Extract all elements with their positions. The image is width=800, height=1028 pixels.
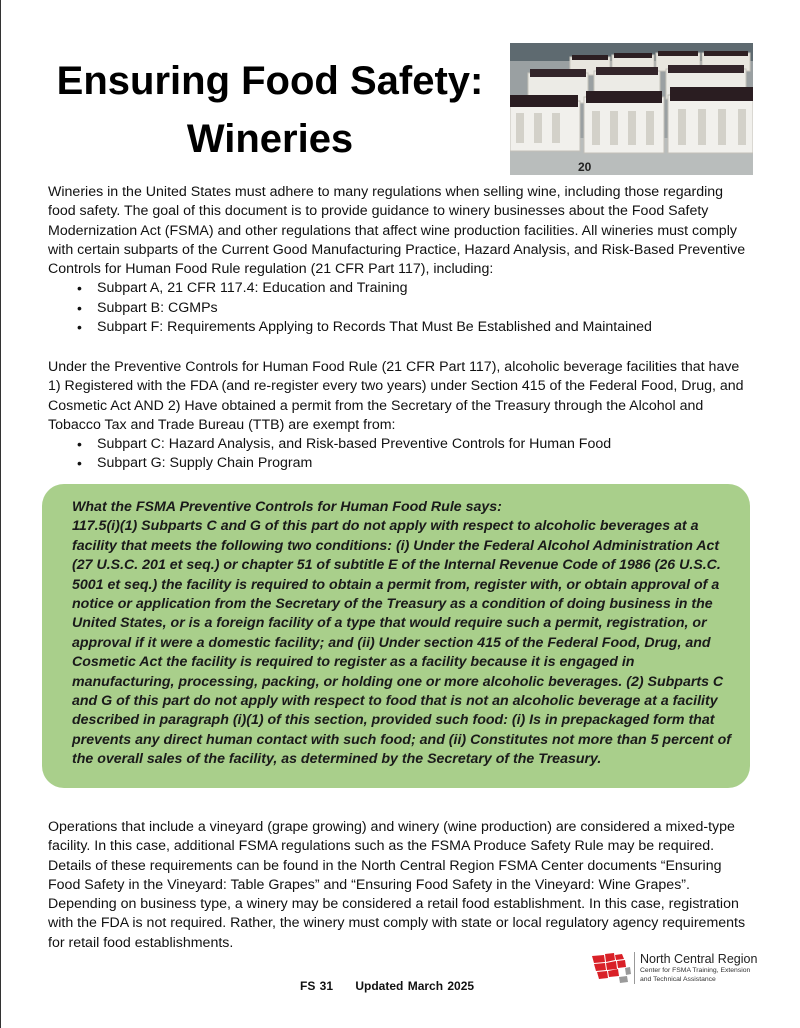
- bin-number-label: 20: [578, 160, 592, 174]
- document-id: FS 31: [300, 979, 334, 993]
- ncr-logo: [590, 950, 760, 988]
- list-item: • Subpart G: Supply Chain Program: [77, 454, 748, 473]
- grape-bins-photo: [510, 43, 753, 175]
- list-item: • Subpart A, 21 CFR 117.4: Education and Training: [77, 279, 748, 298]
- rule-callout-heading: What the FSMA Preventive Controls for Human Food Rule says:: [72, 499, 502, 515]
- list-item: • Subpart B: CGMPs: [77, 299, 748, 318]
- title-line-1: Ensuring Food Safety:: [56, 59, 484, 103]
- title-line-2: Wineries: [186, 117, 354, 161]
- page-footer: [300, 979, 474, 993]
- page-edge-line: [0, 0, 1, 1028]
- closing-section: [48, 818, 748, 953]
- rule-callout-text: 117.5(i)(1) Subparts C and G of this part do not apply with respect to alcoholic beverages at a facility that meets the following two conditions: (i) Under the Federal Alcohol Administration Act (27 U.S.C. 201 et seq.) or chapter 51 of subtitle E of the Internal Revenue Code of 1986 (26 U.S.C. 5001 et seq.) the facility is required to obtain a permit from, register with, or obtain approval of a notice or application from the Secretary of the Treasury as a condition of doing business in the United States, or is a foreign facility of a type that would require such a permit, registration, or approval if it were a domestic facility; and (ii) Under section 415 of the Federal Food, Drug, and Cosmetic Act the facility is required to register as a facility because it is engaged in manufacturing, processing, packing, or holding one or more alcoholic beverages. (2) Subparts C and G of this part do not apply with respect to food that is not an alcoholic beverage at a facility described in paragraph (i)(1) of this section, provided such food: (i) Is in prepackaged form that prevents any direct human contact with such food; and (ii) Constitutes not more than 5 percent of the overall sales of the facility, as determined by the Secretary of the Treasury.: [72, 518, 731, 768]
- logo-divider: [634, 952, 635, 984]
- exemption-bullet-list: [48, 435, 748, 474]
- exemption-section: [48, 358, 748, 474]
- list-item: • Subpart C: Hazard Analysis, and Risk-based Preventive Controls for Human Food: [77, 435, 748, 454]
- intro-bullet-list: [48, 279, 748, 337]
- logo-title: North Central Region: [640, 952, 758, 966]
- intro-paragraph: Wineries in the United States must adhere to many regulations when selling wine, including those regarding food safety. The goal of this document is to provide guidance to winery businesses about the Food Safety Modernization Act (FSMA) and other regulations that affect wine production facilities. All wineries must comply with certain subparts of the Current Good Manufacturing Practice, Hazard Analysis, and Risk-Based Preventive Controls for Human Food Rule regulation (21 CFR Part 117), including:: [48, 184, 746, 278]
- region-map-icon: [590, 950, 632, 984]
- page-title: [30, 52, 510, 168]
- rule-callout-box: [42, 484, 750, 788]
- list-item: • Subpart F: Requirements Applying to Records That Must Be Established and Maintained: [77, 318, 748, 337]
- grape-bins-illustration: [510, 43, 753, 175]
- intro-section: [48, 183, 748, 337]
- updated-date: Updated March 2025: [355, 979, 475, 993]
- closing-paragraph: Operations that include a vineyard (grape growing) and winery (wine production) are considered a mixed-type facility. In this case, additional FSMA regulations such as the FSMA Produce Safety Rule may be required. Details of these requirements can be found in the North Central Region FSMA Center documents “Ensuring Food Safety in the Vineyard: Table Grapes” and “Ensuring Food Safety in the Vineyard: Wine Grapes”. Depending on business type, a winery may be considered a retail food establishment. In this case, registration with the FDA is not required. Rather, the winery must comply with state or local regulatory agency requirements for retail food establishments.: [48, 819, 746, 951]
- exemption-paragraph: Under the Preventive Controls for Human Food Rule (21 CFR Part 117), alcoholic beverage facilities that have 1) Registered with the FDA (and re-register every two years) under Section 415 of the Federal Food, Drug, and Cosmetic Act AND 2) Have obtained a permit from the Secretary of the Treasury through the Alcohol and Tobacco Tax and Trade Bureau (TTB) are exempt from:: [48, 359, 744, 433]
- logo-subtitle: Center for FSMA Training, Extension and Technical Assistance: [640, 967, 751, 983]
